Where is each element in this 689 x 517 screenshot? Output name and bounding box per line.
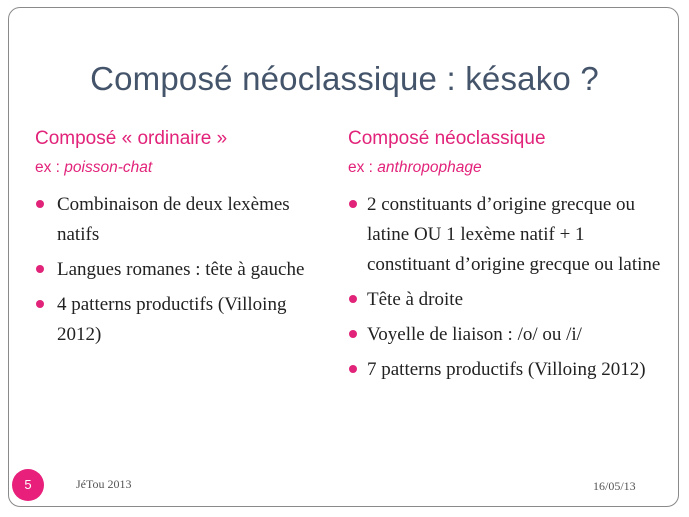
bullet-text: Langues romanes : tête à gauche (57, 259, 305, 280)
bullet-text: Voyelle de liaison : /o/ ou /i/ (367, 324, 582, 345)
bullet-text: 7 patterns productifs (Villoing 2012) (367, 359, 646, 380)
right-column-heading: Composé néoclassique (348, 128, 546, 149)
left-column (35, 126, 335, 355)
right-bullet-list (348, 190, 663, 385)
list-item (348, 320, 663, 350)
bullet-text: Tête à droite (367, 289, 464, 310)
left-example-prefix: ex : (35, 159, 65, 176)
list-item (35, 190, 335, 250)
bullet-dot-icon (36, 265, 44, 273)
list-item (348, 355, 663, 385)
bullet-dot-icon (36, 200, 44, 208)
slide-title: Composé néoclassique : késako ? (90, 60, 599, 97)
right-column (348, 126, 663, 390)
bullet-dot-icon (36, 300, 44, 308)
bullet-dot-icon (349, 295, 357, 303)
bullet-dot-icon (349, 330, 357, 338)
bullet-text: Combinaison de deux lexèmes natifs (57, 194, 290, 245)
left-column-heading: Composé « ordinaire » (35, 128, 228, 149)
list-item (35, 290, 335, 350)
left-bullet-list (35, 190, 335, 350)
left-column-example (35, 158, 335, 178)
slide-number-badge: 5 (12, 469, 44, 501)
bullet-dot-icon (349, 365, 357, 373)
right-example-word: anthropophage (377, 159, 482, 176)
bullet-text: 4 patterns productifs (Villoing 2012) (57, 294, 287, 345)
list-item (348, 285, 663, 315)
right-column-example (348, 158, 663, 178)
footer-event: JéTou 2013 (76, 477, 132, 491)
bullet-dot-icon (349, 200, 357, 208)
list-item (348, 190, 663, 280)
footer-date: 16/05/13 (593, 479, 636, 493)
bullet-text: 2 constituants d’origine grecque ou latine OU 1 lexème natif + 1 constituant d’origine grecque ou latine (367, 194, 661, 275)
right-example-prefix: ex : (348, 159, 378, 176)
list-item (35, 255, 335, 285)
left-example-word: poisson-chat (64, 159, 153, 176)
